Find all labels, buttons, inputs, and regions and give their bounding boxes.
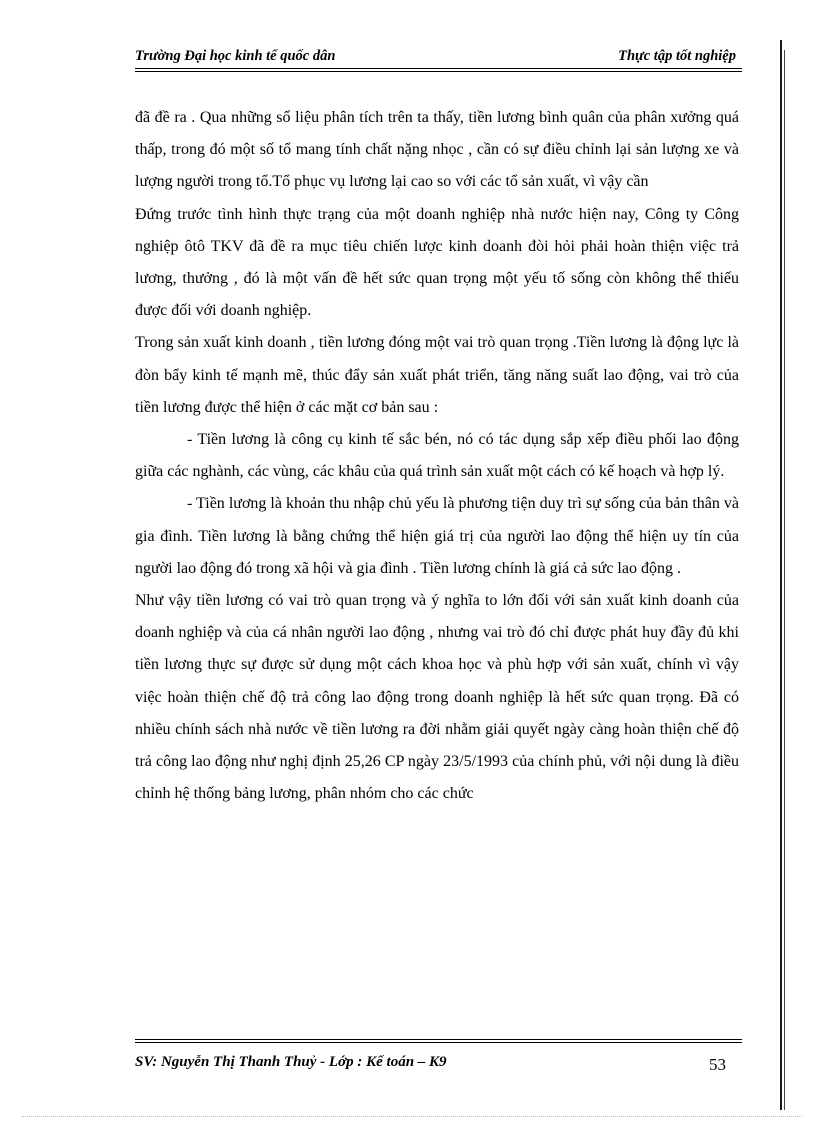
page-header	[135, 46, 742, 68]
header-rule-bottom	[135, 71, 742, 72]
header-rule-top	[135, 68, 742, 69]
footer-rule-bottom	[135, 1042, 742, 1043]
bullet-paragraph-2: - Tiền lương là khoản thu nhập chủ yếu là phương tiện duy trì sự sống của bản thân và gia đình. Tiền lương là bằng chứng thể hiện giá trị của người lao động thể hiện uy tín của người lao động đó trong xã hội và gia đình . Tiền lương chính là giá cả sức lao động .	[135, 495, 739, 577]
paragraph-4: Như vậy tiền lương có vai trò quan trọng và ý nghĩa to lớn đối với sản xuất kinh doanh của doanh nghiệp và của cá nhân người lao động , nhưng vai trò đó chỉ được phát huy đầy đủ khi tiền lương thực sự được sử dụng một cách khoa học và phù hợp với sản xuất, chính vì vậy việc hoàn thiện chế độ trả công lao động trong doanh nghiệp là hết sức quan trọng. Đã có nhiều chính sách nhà nước về tiền lương ra đời nhằm giải quyết ngày càng hoàn thiện chế độ trả công lao động như nghị định 25,26 CP ngày 23/5/1993 của chính phủ, với nội dung là điều chỉnh hệ thống bảng lương, phân nhóm cho các chức	[135, 592, 739, 803]
footer-rule-top	[135, 1039, 742, 1040]
header-report-title: Thực tập tốt nghiệp	[618, 48, 736, 64]
footer-student-info: SV: Nguyễn Thị Thanh Thuỷ - Lớp : Kế toán – K9	[135, 1054, 447, 1070]
page-footer	[135, 1054, 742, 1078]
paragraph-1: đã đề ra . Qua những số liệu phân tích trên ta thấy, tiền lương bình quân của phân xưởng quá thấp, trong đó một số tổ mang tính chất nặng nhọc , cần có sự điều chỉnh lại sản lượng xe và lượng người trong tổ.Tổ phục vụ lương lại cao so với các tổ sản xuất, vì vậy cần	[135, 109, 739, 191]
document-body	[135, 102, 739, 810]
header-school: Trường Đại học kinh tế quốc dân	[135, 48, 336, 64]
bullet-paragraph-1: - Tiền lương là công cụ kinh tế sắc bén, nó có tác dụng sắp xếp điều phối lao động giữa các nghành, các vùng, các khâu của quá trình sản xuất một cách có kế hoạch và hợp lý.	[135, 431, 739, 481]
page-number: 53	[709, 1055, 726, 1074]
bottom-dotted-line	[22, 1116, 802, 1117]
paragraph-3: Trong sản xuất kinh doanh , tiền lương đóng một vai trò quan trọng .Tiền lương là động lực là đòn bẩy kinh tế mạnh mẽ, thúc đẩy sản xuất phát triển, tăng năng suất lao động, vai trò của tiền lương được thể hiện ở các mặt cơ bản sau :	[135, 334, 739, 416]
paragraph-2: Đứng trước tình hình thực trạng của một doanh nghiệp nhà nước hiện nay, Công ty Công nghiệp ôtô TKV đã đề ra mục tiêu chiến lược kinh doanh đòi hỏi phải hoàn thiện việc trả lương, thưởng , đó là một vấn đề hết sức quan trọng một yếu tố sống còn không thể thiếu được đối với doanh nghiệp.	[135, 205, 739, 320]
page-border	[780, 40, 782, 1110]
